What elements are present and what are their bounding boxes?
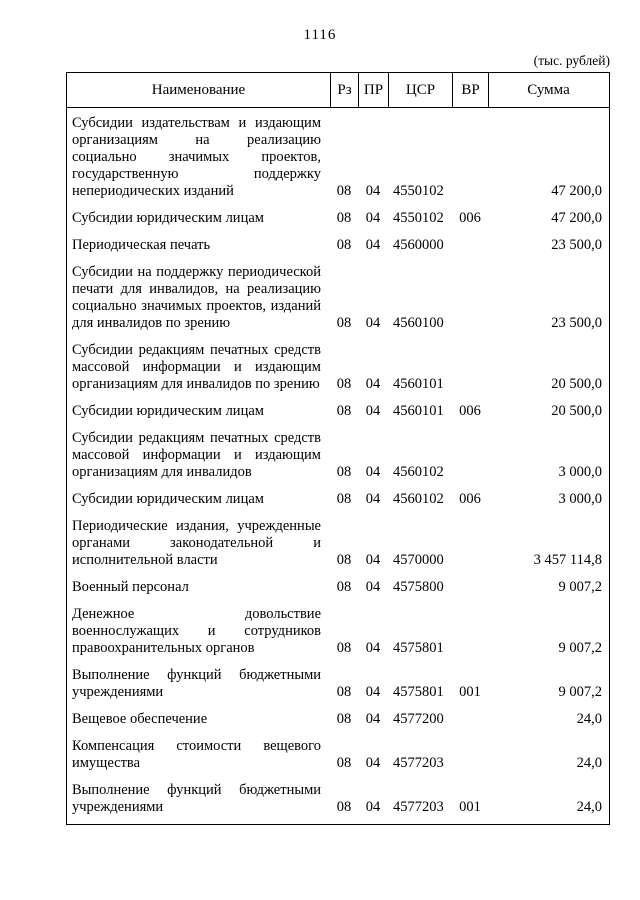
header-csr: ЦСР <box>388 73 452 107</box>
row-rz: 08 <box>336 183 352 199</box>
row-vr: 006 <box>459 210 481 226</box>
table-row <box>67 110 609 205</box>
row-rz: 08 <box>336 210 352 226</box>
row-name: Денежное довольствие военнослужащих и сотрудников правоохранительных органов <box>72 606 321 656</box>
row-vr: 001 <box>459 799 481 815</box>
row-pr: 04 <box>365 210 381 226</box>
row-csr: 4575801 <box>393 684 444 700</box>
row-sum: 3 457 114,8 <box>533 552 602 568</box>
row-rz: 08 <box>336 579 352 595</box>
row-pr: 04 <box>365 491 381 507</box>
row-sum: 24,0 <box>576 711 602 727</box>
row-name: Субсидии юридическим лицам <box>72 403 264 419</box>
row-pr: 04 <box>365 237 381 253</box>
row-sum: 9 007,2 <box>558 579 602 595</box>
row-pr: 04 <box>365 711 381 727</box>
row-sum: 24,0 <box>576 799 602 815</box>
row-pr: 04 <box>365 403 381 419</box>
row-rz: 08 <box>336 237 352 253</box>
row-name: Субсидии издательствам и издающим организациям на реализацию социально значимых проектов, государственную поддержку непериодических изданий <box>72 115 321 199</box>
table-row <box>67 733 609 777</box>
table-row <box>67 425 609 486</box>
row-csr: 4560102 <box>393 491 444 507</box>
row-name: Периодические издания, учрежденные органами законодательной и исполнительной власти <box>72 518 321 568</box>
row-name: Субсидии редакциям печатных средств массовой информации и издающим организациям для инвалидов <box>72 430 321 480</box>
row-rz: 08 <box>336 640 352 656</box>
row-vr: 001 <box>459 684 481 700</box>
page-number: 1116 <box>303 27 337 43</box>
row-csr: 4575801 <box>393 640 444 656</box>
table-row <box>67 259 609 337</box>
table-row <box>67 205 609 232</box>
row-csr: 4550102 <box>393 183 444 199</box>
row-csr: 4577203 <box>393 755 444 771</box>
row-rz: 08 <box>336 491 352 507</box>
table-row <box>67 232 609 259</box>
table-body <box>67 108 609 824</box>
row-sum: 9 007,2 <box>558 684 602 700</box>
row-name: Субсидии юридическим лицам <box>72 491 264 507</box>
row-csr: 4577200 <box>393 711 444 727</box>
row-rz: 08 <box>336 711 352 727</box>
row-csr: 4575800 <box>393 579 444 595</box>
row-rz: 08 <box>336 403 352 419</box>
row-vr: 006 <box>459 491 481 507</box>
row-csr: 4560101 <box>393 403 444 419</box>
table-row <box>67 513 609 574</box>
row-name: Военный персонал <box>72 579 189 595</box>
row-csr: 4560101 <box>393 376 444 392</box>
row-pr: 04 <box>365 799 381 815</box>
table-row <box>67 486 609 513</box>
units-note: (тыс. рублей) <box>533 53 610 68</box>
row-name: Субсидии на поддержку периодической печати для инвалидов, на реализацию социально значимых проектов, изданий для инвалидов по зрению <box>72 264 321 331</box>
row-sum: 24,0 <box>576 755 602 771</box>
row-pr: 04 <box>365 579 381 595</box>
row-pr: 04 <box>365 464 381 480</box>
table-header-row <box>67 73 609 108</box>
row-rz: 08 <box>336 755 352 771</box>
row-pr: 04 <box>365 183 381 199</box>
row-name: Выполнение функций бюджетными учреждениями <box>72 782 321 815</box>
row-rz: 08 <box>336 684 352 700</box>
row-name: Субсидии юридическим лицам <box>72 210 264 226</box>
row-pr: 04 <box>365 552 381 568</box>
row-vr: 006 <box>459 403 481 419</box>
row-sum: 47 200,0 <box>551 183 602 199</box>
row-sum: 3 000,0 <box>558 464 602 480</box>
table-row <box>67 337 609 398</box>
row-sum: 23 500,0 <box>551 315 602 331</box>
row-pr: 04 <box>365 315 381 331</box>
row-sum: 9 007,2 <box>558 640 602 656</box>
row-name: Периодическая печать <box>72 237 211 253</box>
row-name: Компенсация стоимости вещевого имущества <box>72 738 321 771</box>
row-csr: 4560000 <box>393 237 444 253</box>
row-pr: 04 <box>365 640 381 656</box>
header-vr: ВР <box>452 73 488 107</box>
table-row <box>67 777 609 821</box>
header-pr: ПР <box>358 73 388 107</box>
row-csr: 4560102 <box>393 464 444 480</box>
row-csr: 4550102 <box>393 210 444 226</box>
row-pr: 04 <box>365 376 381 392</box>
row-csr: 4560100 <box>393 315 444 331</box>
row-rz: 08 <box>336 464 352 480</box>
row-sum: 47 200,0 <box>551 210 602 226</box>
row-rz: 08 <box>336 315 352 331</box>
row-csr: 4577203 <box>393 799 444 815</box>
row-sum: 23 500,0 <box>551 237 602 253</box>
table-row <box>67 574 609 601</box>
row-pr: 04 <box>365 755 381 771</box>
table-row <box>67 706 609 733</box>
table-row <box>67 662 609 706</box>
row-csr: 4570000 <box>393 552 444 568</box>
row-name: Выполнение функций бюджетными учреждениями <box>72 667 321 700</box>
row-rz: 08 <box>336 376 352 392</box>
header-rz: Рз <box>330 73 358 107</box>
row-sum: 20 500,0 <box>551 403 602 419</box>
row-rz: 08 <box>336 552 352 568</box>
row-sum: 20 500,0 <box>551 376 602 392</box>
table-row <box>67 398 609 425</box>
table-row <box>67 601 609 662</box>
budget-table <box>66 72 610 825</box>
row-name: Субсидии редакциям печатных средств массовой информации и издающим организациям для инвалидов по зрению <box>72 342 321 392</box>
row-pr: 04 <box>365 684 381 700</box>
header-sum: Сумма <box>488 73 608 107</box>
header-name: Наименование <box>151 81 246 98</box>
row-rz: 08 <box>336 799 352 815</box>
row-name: Вещевое обеспечение <box>72 711 208 727</box>
row-sum: 3 000,0 <box>558 491 602 507</box>
